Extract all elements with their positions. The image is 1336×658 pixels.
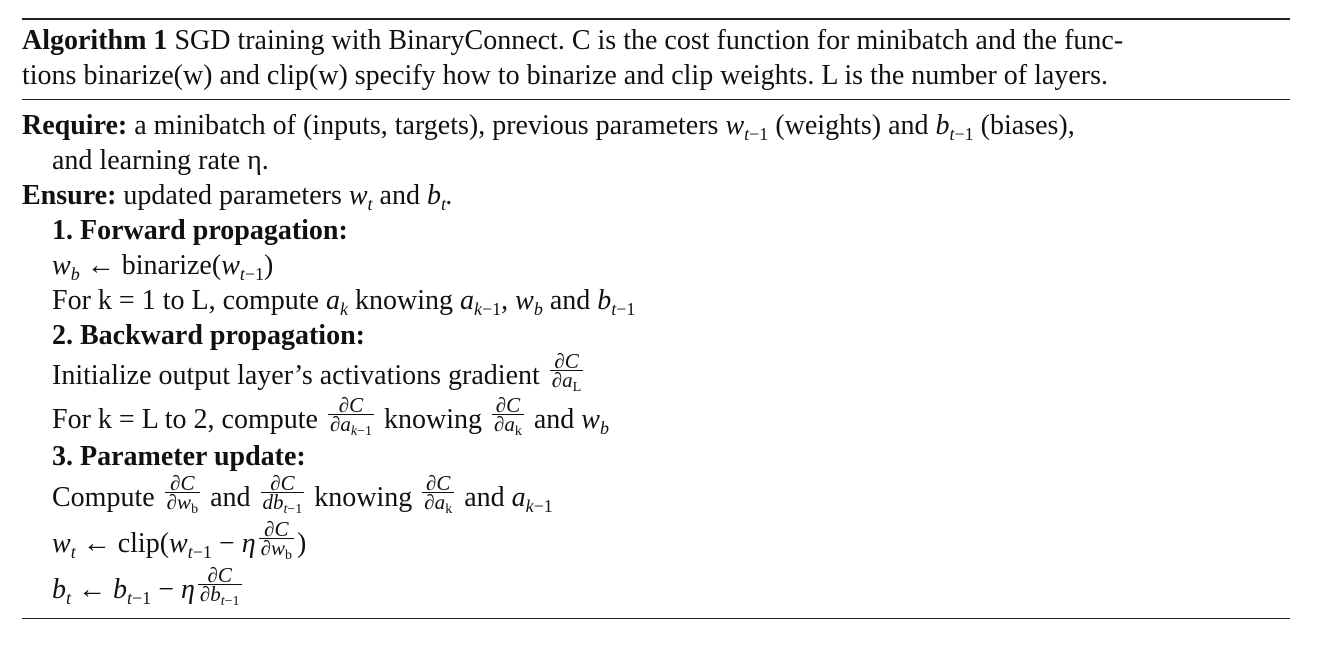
frac-dC-dbt-1: $\frac{\partial C}{\text{dbt−1}}$ (262, 471, 303, 518)
step3-and-2: and (464, 482, 505, 514)
bottom-rule (22, 618, 1290, 619)
algorithm-body (22, 104, 1290, 624)
step1-line2: For k = 1 to L, compute $a_k$ knowing $a_{k-1}$, $w_b$ and $b_{t-1}$ (52, 285, 636, 320)
step3-title (52, 439, 306, 474)
step3-and: and (210, 482, 251, 514)
math-binarize-arg: $(w_{t-1})$ (211, 250, 274, 285)
arrow-symbol: ← (86, 250, 115, 282)
step2-line2-pre: For k = L to 2, compute (52, 404, 318, 436)
step3-line2 (52, 517, 307, 567)
ensure-text: updated parameters (123, 180, 342, 212)
binarize-text: binarize (121, 250, 212, 282)
step2-and: and (533, 404, 575, 436)
step2-line2 (52, 393, 609, 443)
frac-dC-dak-1: $\frac{\partial C}{\partial ak-1}$ (329, 393, 372, 440)
math-clip-arg: ($w_{t-1} - \eta$ $\frac{\partial C}{\partial wb}$ ) (159, 517, 307, 564)
algorithm-box (22, 18, 1290, 624)
step1-knowing: knowing (354, 285, 453, 317)
step1-and: and (549, 285, 591, 317)
math-w-t-2: $w_t$ (52, 528, 76, 563)
require-line (22, 108, 1075, 143)
step3-line3 (52, 563, 245, 613)
math-a-k-1-2: $a_{k-1}$ (511, 482, 553, 517)
algorithm-caption (22, 20, 1290, 93)
step1-line2-pre: For k = 1 to L, compute (52, 285, 319, 317)
math-w-b-2: $w_b$ (515, 285, 543, 320)
clip-text: clip (117, 528, 160, 560)
arrow-symbol-2: ← (82, 528, 111, 560)
math-b-t-2: $b_t$ (52, 574, 72, 609)
caption-rule (22, 99, 1290, 100)
math-w-prev: $w_{t-1}$ (725, 110, 769, 145)
caption-line-1: SGD training with BinaryConnect. C is the cost function for minibatch and the func- (174, 25, 1124, 56)
arrow-symbol-3: ← (78, 574, 107, 606)
math-w-b: $w_b$ (52, 250, 80, 285)
require-weights: (weights) and (775, 110, 929, 142)
frac-dC-dwb: $\frac{\partial C}{\partial wb}$ (166, 471, 199, 518)
math-b-prev: $b_{t-1}$ (935, 110, 974, 145)
ensure-line (22, 178, 453, 213)
math-w-t: $w_t$ (348, 180, 373, 215)
step2-title (52, 318, 365, 353)
require-label: Require: (22, 110, 128, 142)
step3-knowing: knowing (314, 482, 413, 514)
require-biases: (biases), (980, 110, 1075, 142)
require-text: a minibatch of (inputs, targets), previous parameters (134, 110, 719, 142)
ensure-label: Ensure: (22, 180, 117, 212)
frac-dC-daL: $\frac{\partial C}{\partial aL}$ (551, 349, 582, 396)
step2-knowing: knowing (383, 404, 482, 436)
math-a-k-1: $a_{k-1}$ (459, 285, 502, 320)
frac-dC-dak-2: $\frac{\partial C}{\partial ak}$ (424, 471, 453, 518)
step2-title-text: 2. Backward propagation: (52, 320, 365, 352)
frac-dC-dak: $\frac{\partial C}{\partial ak}$ (493, 393, 522, 440)
step3-line1 (52, 471, 553, 521)
caption-line-2: tions binarize(w) and clip(w) specify how to binarize and clip weights. L is the number of layers. (22, 60, 1108, 91)
math-w-b-3: $w_b$ (581, 404, 609, 439)
step2-line1-text: Initialize output layer’s activations gradient (52, 360, 540, 392)
require-line-2 (52, 143, 269, 178)
math-bias-update: $b_{t-1} - \eta$ $\frac{\partial C}{\partial bt-1}$ (113, 563, 240, 610)
math-b-t: $b_t$. (426, 180, 453, 215)
step1-title (52, 213, 348, 248)
step1-line1 (52, 248, 273, 283)
step3-compute: Compute (52, 482, 155, 514)
ensure-and: and (379, 180, 420, 212)
step1-title-text: 1. Forward propagation: (52, 215, 348, 247)
math-b-prev-2: $b_{t-1}$ (597, 285, 636, 320)
step3-title-text: 3. Parameter update: (52, 441, 306, 473)
math-a-k: $a_k$ (325, 285, 348, 320)
algorithm-label: Algorithm 1 (22, 25, 168, 56)
require-text-2: and learning rate η. (52, 145, 269, 177)
